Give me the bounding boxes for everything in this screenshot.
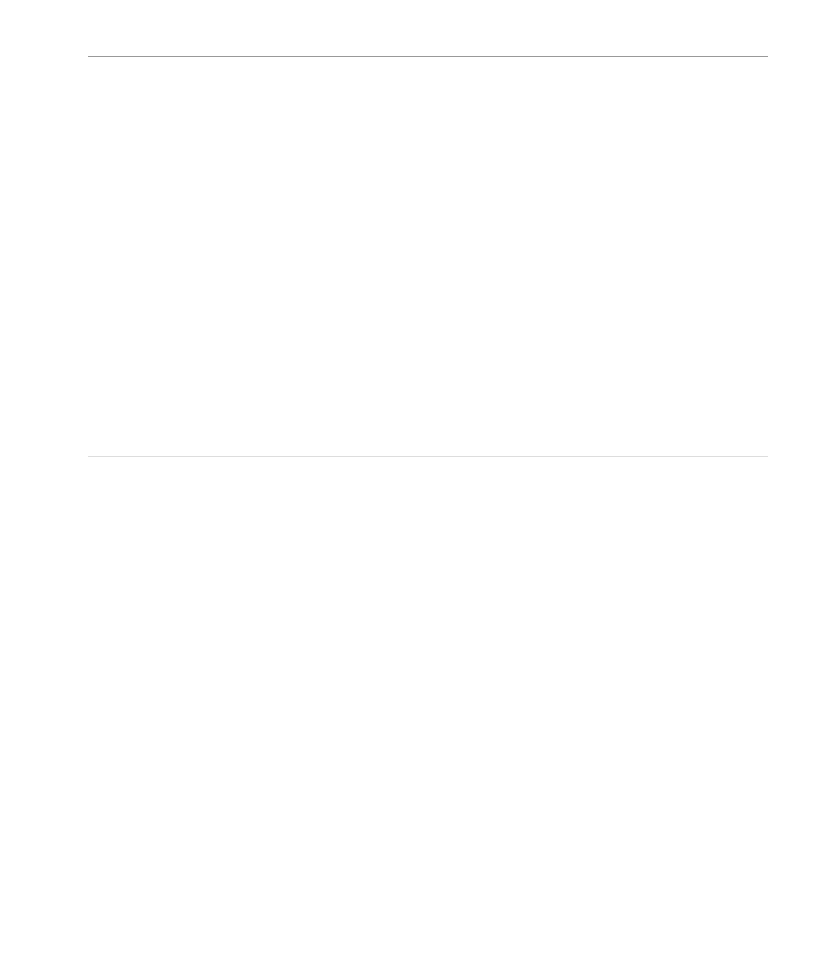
footer-right xyxy=(762,918,768,930)
caption-rule xyxy=(88,456,768,457)
running-header xyxy=(756,40,768,51)
header-rule xyxy=(88,56,768,57)
page-footer xyxy=(88,918,768,932)
figure-caption xyxy=(88,362,768,452)
figure-3 xyxy=(88,70,768,355)
